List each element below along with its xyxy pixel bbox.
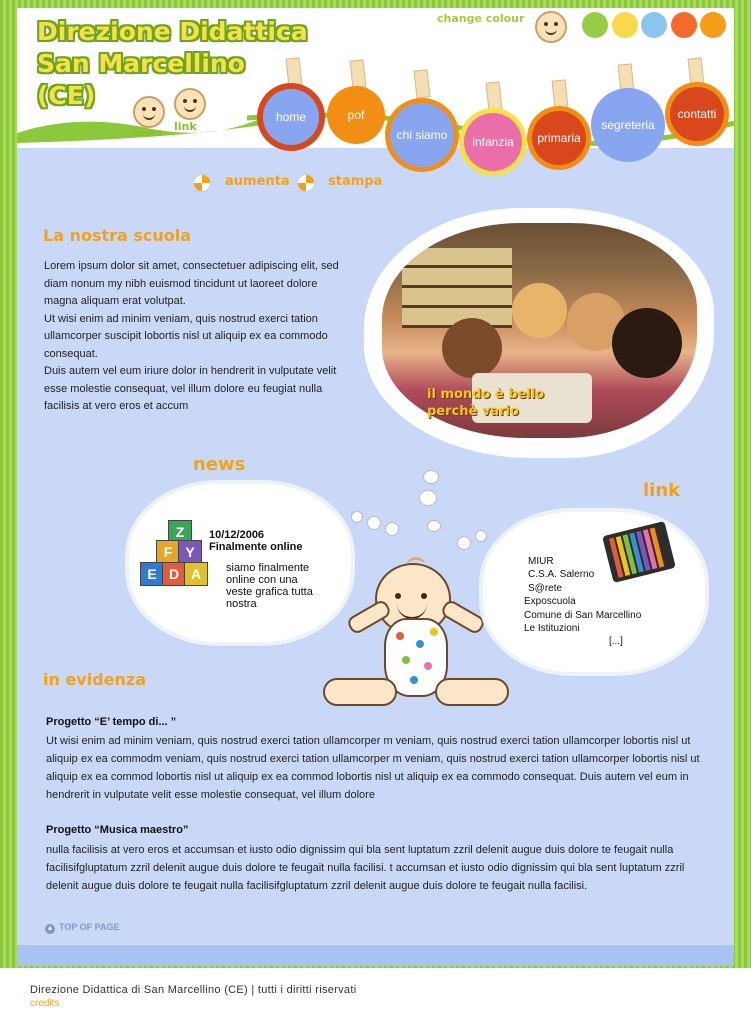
top-of-page-label: TOP OF PAGE bbox=[59, 922, 120, 932]
scuola-paragraph-2: Ut wisi enim ad minim veniam, quis nostrud exerci tation ullamcorper suscipit lobortis nisl ut aliquip ex ea commodo consequat. bbox=[44, 312, 328, 360]
photo-caption-line2: perchè vario bbox=[427, 404, 519, 419]
thought-bubble bbox=[367, 516, 381, 530]
site-title-line3: (CE) bbox=[37, 81, 96, 110]
evidenza-item2-text: nulla facilisis at vero eros et accumsan et iusto odio dignissim qui bla sent luptatum zzril delenit augue duis dolore te feugait nulla facilisifgluptatum zzril delenit augue duis dolore te feugait nulla facilisi. t accumsan et iusto odio dignissim qui bla sent luptatum zzril delenit augue duis dolore te feugait nulla facilisifgluptatum zzril delenit augue duis dolore te feugait nulla facilisi. bbox=[46, 844, 685, 892]
nav-segreteria[interactable] bbox=[591, 88, 665, 162]
swatch-green[interactable] bbox=[582, 12, 608, 38]
thought-bubble bbox=[419, 490, 437, 506]
evidenza-item2-title[interactable]: Progetto “Musica maestro” bbox=[46, 824, 189, 836]
link-item-miur[interactable]: MIUR bbox=[528, 556, 554, 567]
baby-mascot-leg bbox=[435, 678, 509, 706]
link-item-exposcuola[interactable]: Exposcuola bbox=[524, 596, 576, 608]
photo-caption bbox=[427, 386, 544, 420]
link-shortcut-label[interactable]: link bbox=[174, 120, 197, 133]
footer-text: Direzione Didattica di San Marcellino (CE) | tutti i diritti riservati bbox=[30, 984, 357, 996]
nav-pof-label: pof bbox=[347, 108, 365, 122]
scuola-paragraph-1: Lorem ipsum dolor sit amet, consectetuer adipiscing elit, sed diam nonum my nibh euismod tincidunt ut laoreet dolore magna aliquam erat volutpat. bbox=[44, 260, 339, 307]
swatch-orange-red[interactable] bbox=[671, 12, 697, 38]
baby-mascot-leg bbox=[323, 678, 397, 706]
link-item-comune[interactable]: Comune di San Marcellino bbox=[524, 609, 642, 621]
thought-bubble bbox=[475, 530, 487, 542]
scuola-text bbox=[44, 258, 349, 416]
nav-contatti[interactable] bbox=[665, 82, 729, 146]
thought-bubble bbox=[385, 522, 399, 536]
top-of-page-link[interactable] bbox=[45, 922, 120, 934]
bottom-band bbox=[17, 945, 734, 966]
change-colour-smiley-icon bbox=[535, 11, 567, 43]
site-title-line1: Direzione Didattica bbox=[37, 17, 308, 46]
scuola-heading: La nostra scuola bbox=[43, 226, 192, 245]
nav-infanzia[interactable] bbox=[459, 108, 527, 176]
stampa-link[interactable]: stampa bbox=[328, 174, 383, 189]
link-heading: link bbox=[643, 480, 681, 501]
page-container bbox=[17, 8, 734, 966]
baby-mascot-arm bbox=[439, 598, 486, 636]
aumenta-icon[interactable] bbox=[193, 174, 211, 192]
evidenza-heading: in evidenza bbox=[43, 670, 147, 689]
evidenza-item1-title[interactable]: Progetto “E’ tempo di... ” bbox=[46, 716, 177, 728]
clothespin-icon bbox=[552, 79, 569, 108]
footer-credits-link[interactable]: credits bbox=[30, 998, 60, 1009]
thought-bubble bbox=[423, 470, 439, 484]
clothespin-icon bbox=[350, 59, 367, 88]
news-smiley-icon[interactable] bbox=[133, 96, 165, 128]
evidenza-item1-text: Ut wisi enim ad minim veniam, quis nostrud exerci tation ullamcorper m veniam, quis nostrud exerci tation ullamcorper lobortis nisl ut aliquip ex ea commodm veniam, quis nostrud exerci tation ullamcorper m veniam, quis nostrud exerci tation ullamcorper lobortis nisl ut aliquip ex ea commod lobortis nisl ut aliquip ex ea commod lobortis nisl ut aliquip ex ea commodo consequat. Duis autem vel eum in hendrerit in vulputate velit esse molestie consequat, vel illum dolore bbox=[46, 735, 700, 801]
thought-bubble bbox=[351, 511, 363, 523]
news-heading: news bbox=[193, 454, 246, 475]
up-arrow-icon: ▲ bbox=[46, 925, 54, 932]
link-list bbox=[524, 555, 641, 649]
news-date: 10/12/2006 bbox=[209, 529, 265, 541]
nav-chi-siamo[interactable] bbox=[385, 98, 459, 172]
thought-bubble bbox=[427, 520, 441, 532]
nav-segreteria-label: segreteria bbox=[601, 118, 655, 132]
link-item-istituzioni[interactable]: Le Istituzioni bbox=[524, 623, 580, 635]
link-item-csa-salerno[interactable]: C.S.A. Salerno bbox=[528, 569, 595, 581]
nav-primaria-label: primaria bbox=[537, 131, 581, 145]
clothespin-icon bbox=[414, 69, 431, 98]
clothespin-icon bbox=[486, 81, 503, 110]
swatch-yellow[interactable] bbox=[612, 12, 638, 38]
news-shortcut-label[interactable]: news bbox=[130, 126, 163, 139]
nav-pof[interactable] bbox=[327, 86, 385, 144]
nav-contatti-label: contatti bbox=[677, 107, 717, 121]
nav-home[interactable] bbox=[257, 83, 325, 151]
site-title-line2: San Marcellino bbox=[37, 49, 245, 78]
link-smiley-icon[interactable] bbox=[174, 88, 206, 120]
photo-caption-line1: il mondo è bello bbox=[427, 387, 545, 402]
aumenta-link[interactable]: aumenta bbox=[225, 174, 290, 189]
swatch-orange[interactable] bbox=[700, 12, 726, 38]
scuola-paragraph-3: Duis autem vel eum iriure dolor in hendrerit in vulputate velit esse molestie consequat, vel illum dolore eu feugiat nulla facilisis at vero eros et accum bbox=[44, 365, 337, 412]
news-title[interactable]: Finalmente online bbox=[209, 541, 303, 553]
news-body: siamo finalmente online con una veste grafica tutta nostra bbox=[226, 562, 313, 610]
nav-home-label: home bbox=[275, 110, 307, 124]
thought-bubble bbox=[457, 536, 471, 550]
link-more[interactable]: [...] bbox=[609, 636, 623, 648]
nav-infanzia-label: infanzia bbox=[472, 135, 514, 149]
alphabet-blocks-icon: Z F Y E D A bbox=[140, 520, 218, 585]
swatch-light-blue[interactable] bbox=[641, 12, 667, 38]
change-colour-label: change colour bbox=[437, 12, 525, 25]
link-item-srete[interactable]: S@rete bbox=[528, 582, 563, 594]
baby-mascot-arm bbox=[345, 598, 392, 636]
stampa-icon[interactable] bbox=[297, 174, 315, 192]
nav-chi-siamo-label: chi siamo bbox=[396, 128, 448, 142]
nav-primaria[interactable] bbox=[527, 106, 591, 170]
